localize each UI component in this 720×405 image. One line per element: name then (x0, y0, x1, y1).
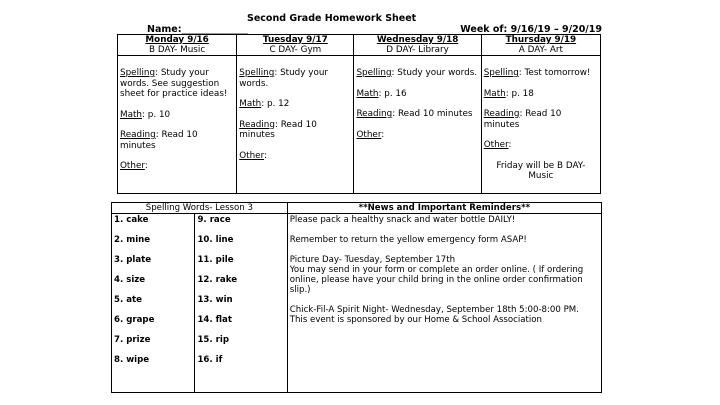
spelling-label: Spelling (483, 68, 519, 78)
spelling-text: : Test tomorrow! (518, 68, 591, 78)
spelling-word: 5. ate (114, 295, 142, 305)
week-of: Week of: 9/16/19 – 9/20/19 (460, 24, 602, 35)
spelling-label: Spelling (239, 68, 275, 78)
spelling-word: 8. wipe (114, 355, 150, 365)
news-item-emergency-form: Remember to return the yellow emergency form ASAP! (289, 235, 527, 245)
day-header-wednesday (354, 35, 481, 56)
reading-label: Reading (356, 109, 393, 119)
day-rotation: C DAY- Gym (269, 45, 322, 55)
math-text: : p. 10 (142, 109, 171, 120)
spelling-word: 9. race (197, 215, 231, 225)
math-label: Math (356, 88, 379, 99)
other-label: Other (120, 161, 145, 171)
day-rotation: B DAY- Music (149, 45, 206, 55)
reading-text: : Read 10 minutes (120, 130, 198, 151)
reading-label: Reading (239, 119, 275, 130)
spelling-word: 12. rake (197, 275, 238, 285)
spelling-text: : Study your words. (391, 68, 478, 78)
math-text: : p. 16 (378, 88, 407, 99)
reading-label: Reading (483, 109, 520, 119)
other-label: Other (356, 129, 382, 140)
spelling-word: 6. grape (114, 315, 155, 325)
spelling-word: 16. if (197, 355, 223, 365)
spelling-words-col-1 (112, 214, 195, 393)
news-cell (287, 214, 601, 393)
news-item-water: Please pack a healthy snack and water bottle DAILY! (289, 215, 516, 225)
day-header-thursday (481, 35, 600, 56)
spelling-and-news-table (111, 202, 602, 393)
math-text: : p. 18 (505, 88, 534, 99)
spelling-words-heading: Spelling Words- Lesson 3 (112, 203, 288, 214)
spelling-label: Spelling (356, 68, 392, 78)
other-label: Other (483, 140, 509, 150)
reading-text: : Read 10 minutes (392, 109, 473, 119)
day-header-monday (118, 35, 237, 56)
name-blank: ______________ (181, 24, 249, 35)
reading-label: Reading (120, 130, 156, 140)
spelling-word: 11. pile (197, 255, 234, 265)
news-item-order-form: You may send in your form or complete an order online. ( If ordering online, please have your child bring in the online order confirmation slip.) (289, 265, 584, 295)
news-heading: **News and Important Reminders** (287, 203, 601, 214)
spelling-words-col-2 (195, 214, 287, 393)
math-label: Math (483, 88, 506, 99)
math-text: : p. 12 (261, 99, 290, 109)
day-rotation: A DAY- Art (518, 45, 563, 55)
spelling-text: : Study your words. (239, 68, 329, 89)
spelling-word: 14. flat (197, 315, 232, 325)
math-label: Math (120, 109, 143, 120)
other-colon: : (508, 140, 512, 150)
page-title: Second Grade Homework Sheet (247, 13, 417, 24)
spelling-word: 1. cake (114, 215, 149, 225)
day-header-tuesday (237, 35, 354, 56)
news-item-spirit-night: Chick-Fil-A Spirit Night- Wednesday, September 18th 5:00-8:00 PM. (289, 305, 579, 315)
other-note: Friday will be B DAY- Music (496, 160, 586, 181)
other-label: Other (239, 150, 265, 161)
spelling-word: 15. rip (197, 335, 230, 345)
spelling-label: Spelling (120, 68, 156, 78)
day-name: Tuesday 9/17 (262, 35, 328, 45)
spelling-word: 10. line (197, 235, 234, 245)
spelling-word: 4. size (114, 275, 146, 285)
weekly-schedule-table (117, 34, 601, 194)
day-name: Thursday 9/19 (505, 35, 577, 45)
name-label: Name: (147, 24, 182, 35)
day-name: Wednesday 9/18 (376, 35, 459, 45)
math-label: Math (239, 99, 262, 109)
spelling-word: 2. mine (114, 235, 151, 245)
spelling-text: : Study your words. See suggestion sheet for practice ideas! (120, 68, 228, 99)
other-colon: : (264, 150, 268, 161)
reading-text: : Read 10 minutes (239, 119, 317, 140)
day-cell-tuesday (237, 56, 354, 194)
other-colon: : (144, 161, 148, 171)
other-colon: : (381, 129, 385, 140)
day-cell-monday (118, 56, 237, 194)
news-item-sponsor: This event is sponsored by our Home & School Association (289, 315, 542, 325)
day-name: Monday 9/16 (145, 35, 209, 45)
day-cell-thursday (481, 56, 600, 194)
reading-text: : Read 10 minutes (483, 109, 562, 130)
spelling-word: 13. win (197, 295, 233, 305)
day-cell-wednesday (354, 56, 481, 194)
spelling-word: 7. prize (114, 335, 151, 345)
news-item-picture-day: Picture Day- Tuesday, September 17th (289, 255, 456, 265)
spelling-word: 3. plate (114, 255, 152, 265)
day-rotation: D DAY- Library (386, 45, 449, 55)
